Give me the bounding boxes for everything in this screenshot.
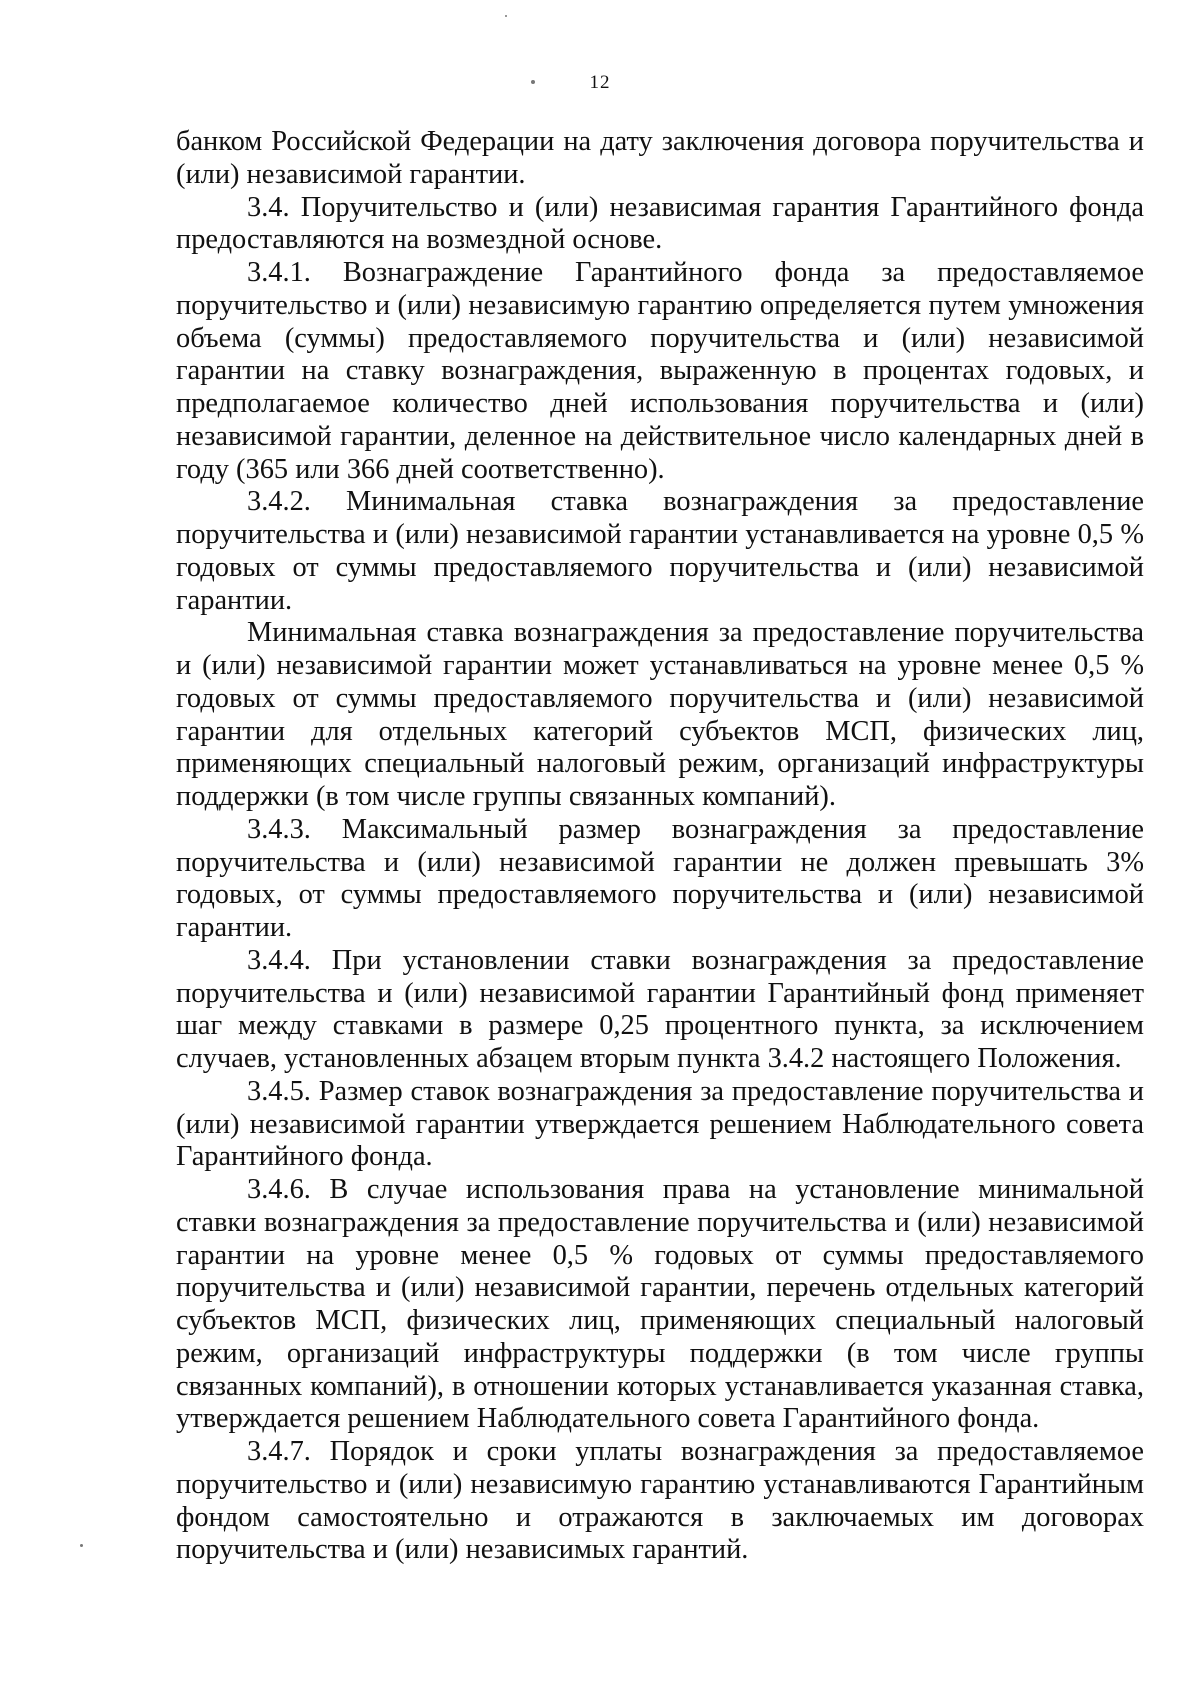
paragraph-3-4-1: 3.4.1. Вознаграждение Гарантийного фонда за предоставляемое поручительство и (или) независимую гарантию определяется путем умножения объема (суммы) предоставляемого поручительства и (или) независимой гарантии на ставку вознаграждения, выраженную в процентах годовых, и предполагаемое количество дней использования поручительства и (или) независимой гарантии, деленное на действительное число календарных дней в году (365 или 366 дней соответственно). bbox=[176, 257, 1144, 485]
paragraph-3-4: 3.4. Поручительство и (или) независимая гарантия Гарантийного фонда предоставляются на возмездной основе. bbox=[176, 191, 1144, 256]
scan-speck bbox=[505, 15, 507, 17]
document-body bbox=[176, 126, 1144, 1567]
paragraph-3-4-5: 3.4.5. Размер ставок вознаграждения за предоставление поручительства и (или) независимой гарантии утверждается решением Наблюдательного совета Гарантийного фонда. bbox=[176, 1075, 1144, 1173]
page-number: 12 bbox=[589, 72, 611, 93]
paragraph-3-4-3: 3.4.3. Максимальный размер вознаграждения за предоставление поручительства и (или) независимой гарантии не должен превышать 3% годовых, от суммы предоставляемого поручительства и (или) независимой гарантии. bbox=[176, 813, 1144, 943]
scan-speck bbox=[80, 1544, 83, 1547]
paragraph-continuation: банком Российской Федерации на дату заключения договора поручительства и (или) независимой гарантии. bbox=[176, 126, 1144, 190]
paragraph-3-4-4: 3.4.4. При установлении ставки вознаграждения за предоставление поручительства и (или) независимой гарантии Гарантийный фонд применяет шаг между ставками в размере 0,25 процентного пункта, за исключением случаев, установленных абзацем вторым пункта 3.4.2 настоящего Положения. bbox=[176, 944, 1144, 1074]
paragraph-3-4-2: 3.4.2. Минимальная ставка вознаграждения за предоставление поручительства и (или) независимой гарантии устанавливается на уровне 0,5 % годовых от суммы предоставляемого поручительства и (или) независимой гарантии. bbox=[176, 486, 1144, 616]
paragraph-3-4-7: 3.4.7. Порядок и сроки уплаты вознаграждения за предоставляемое поручительство и (или) независимую гарантию устанавливаются Гарантийным фондом самостоятельно и отражаются в заключаемых им договорах поручительства и (или) независимых гарантий. bbox=[176, 1436, 1144, 1566]
paragraph-3-4-6: 3.4.6. В случае использования права на установление минимальной ставки вознаграждения за предоставление поручительства и (или) независимой гарантии на уровне менее 0,5 % годовых от суммы предоставляемого поручительства и (или) независимой гарантии, перечень отдельных категорий субъектов МСП, физических лиц, применяющих специальный налоговый режим, организаций инфраструктуры поддержки (в том числе группы связанных компаний), в отношении которых устанавливается указанная ставка, утверждается решением Наблюдательного совета Гарантийного фонда. bbox=[176, 1174, 1144, 1435]
paragraph-3-4-2-second: Минимальная ставка вознаграждения за предоставление поручительства и (или) независимой гарантии может устанавливаться на уровне менее 0,5 % годовых от суммы предоставляемого поручительства и (или) независимой гарантии для отдельных категорий субъектов МСП, физических лиц, применяющих специальный налоговый режим, организаций инфраструктуры поддержки (в том числе группы связанных компаний). bbox=[176, 617, 1144, 812]
